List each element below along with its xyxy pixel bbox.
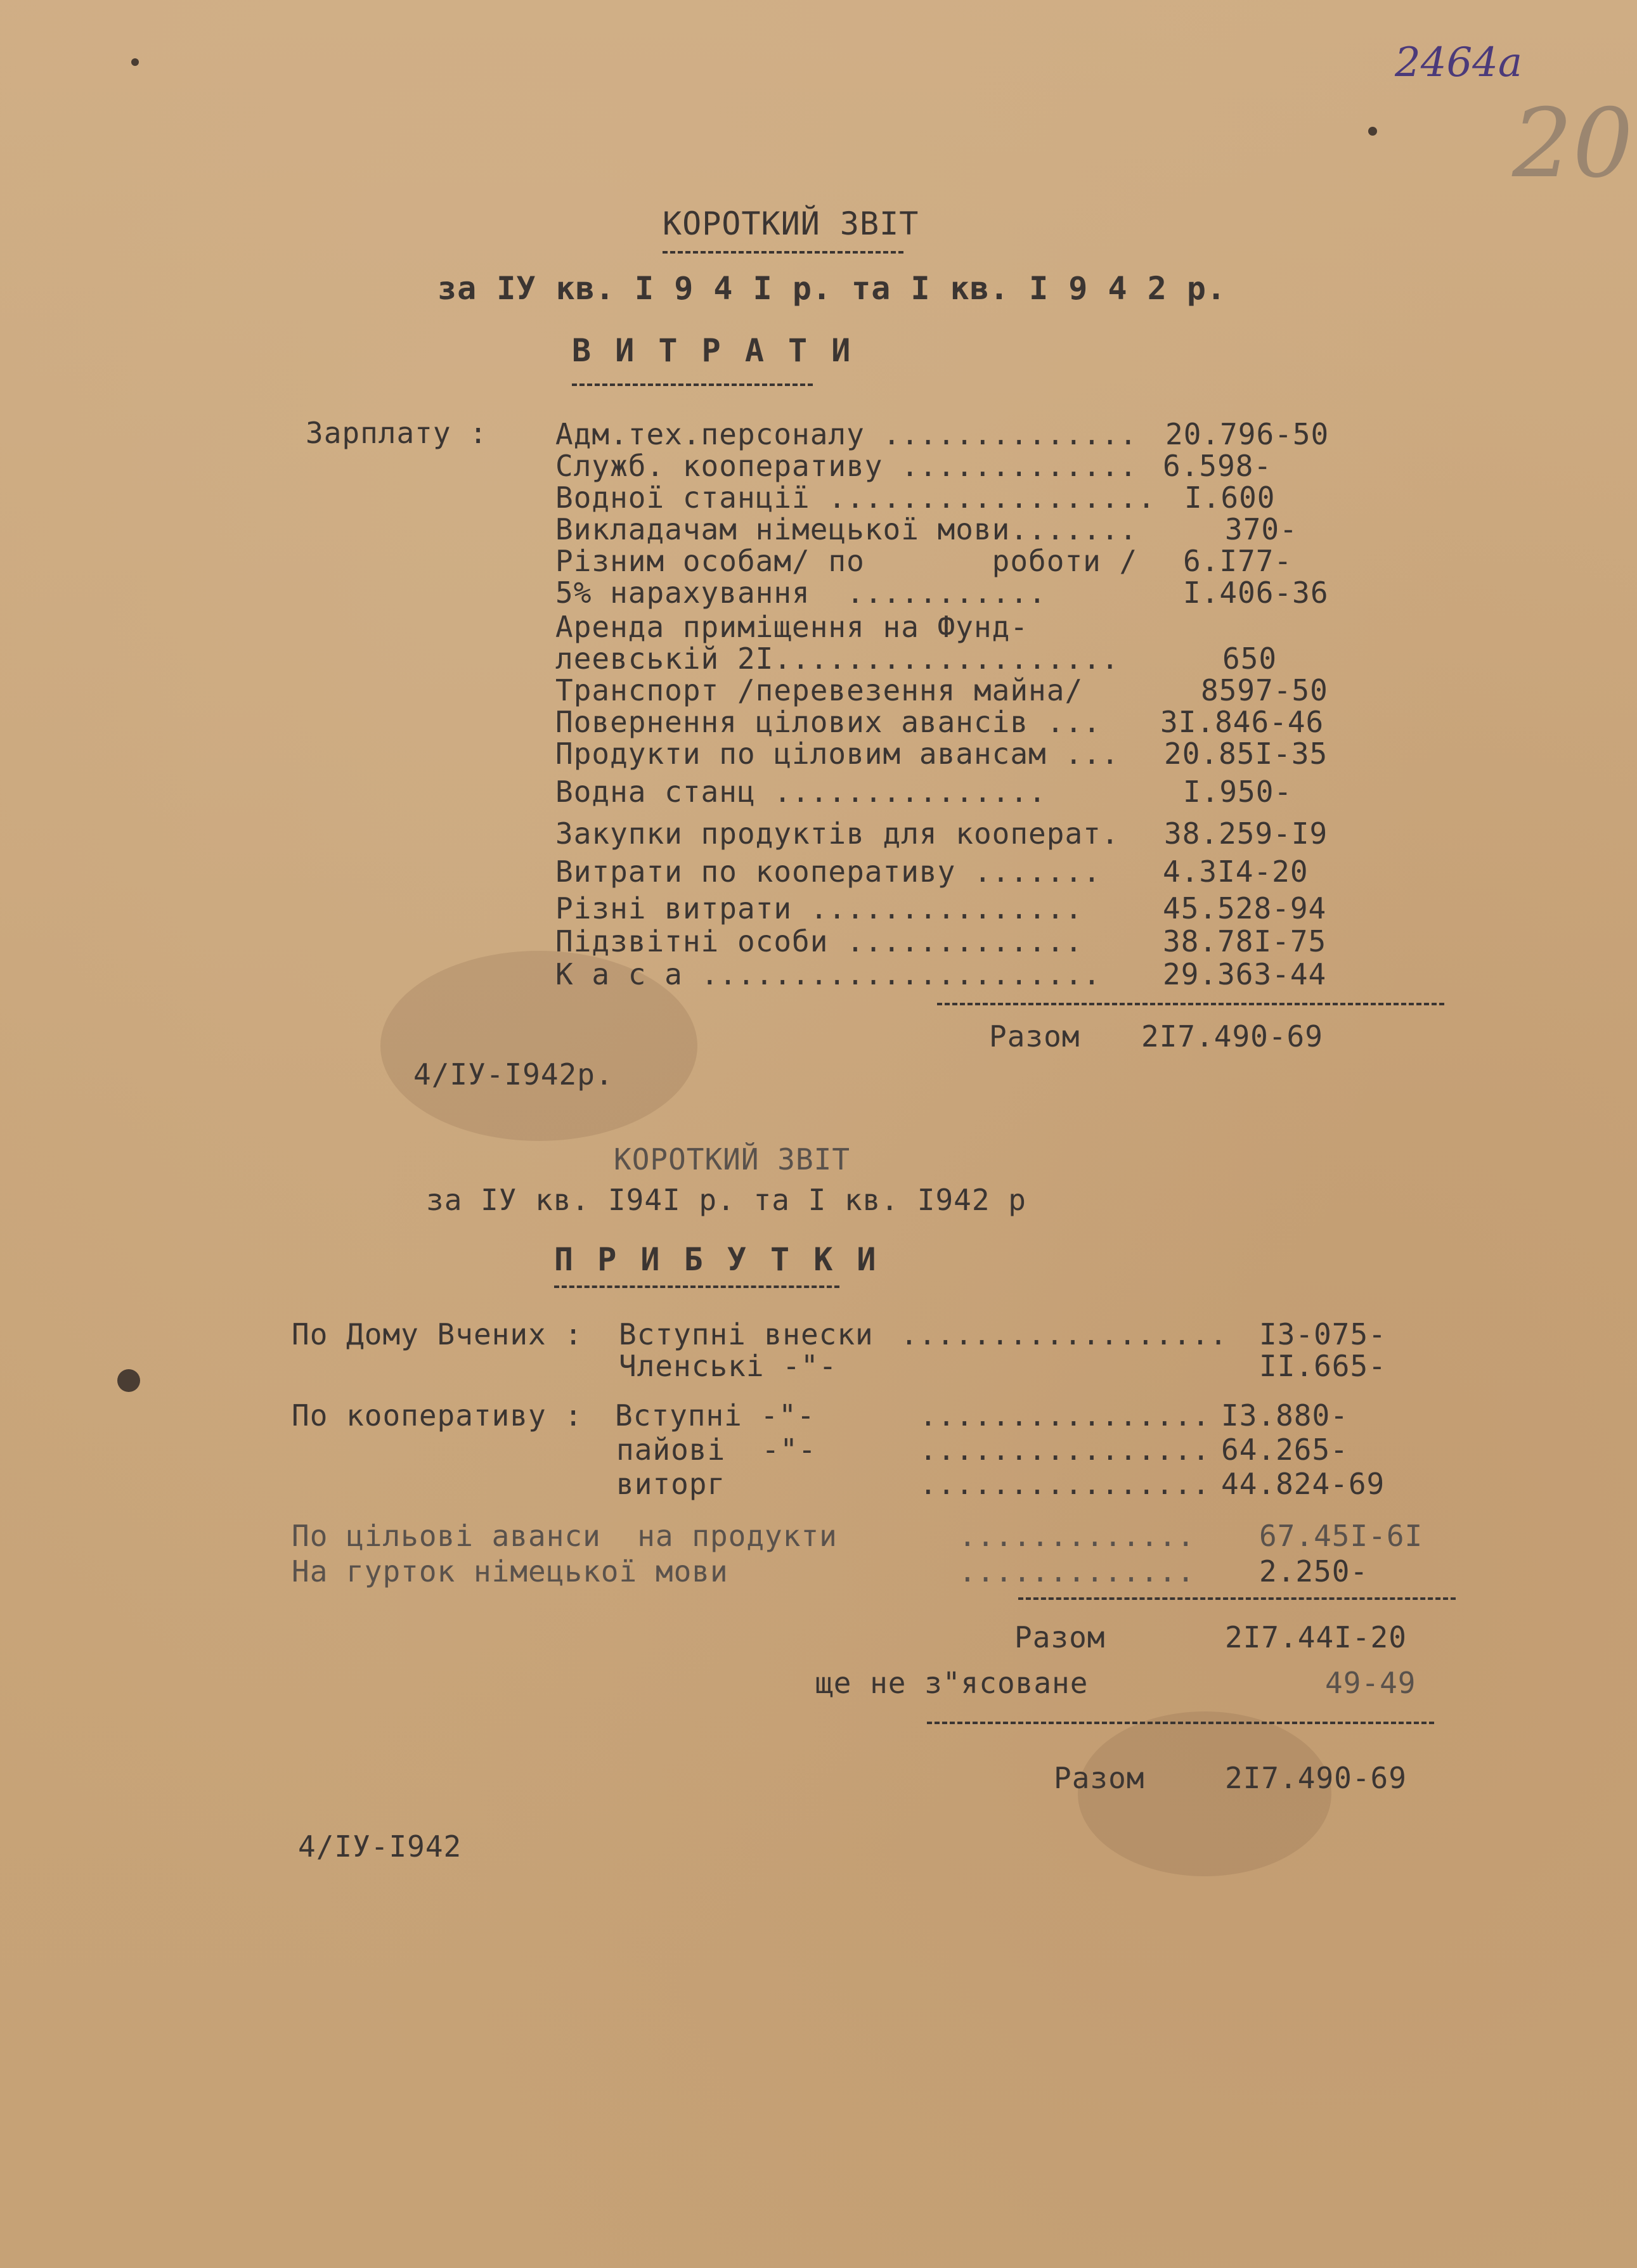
report2-total-amount: 2І7.490-69 [1225,1761,1407,1795]
archive-ink-number: 2464а [1395,39,1523,86]
expense-row-amount: 38.78І-75 [1163,924,1327,958]
expense-row-label: Водна станц ............... [555,775,1047,809]
report2-section-underline [554,1285,839,1288]
income-row-dots: ................ [919,1433,1211,1467]
report2-subtotal-separator [1018,1597,1456,1600]
income-row-dots: ................ [919,1398,1211,1433]
income-row-label: По цільові аванси на продукти [292,1519,838,1553]
income-row-amount: І3-075- [1259,1317,1387,1351]
report1-total-separator [937,1003,1444,1005]
report1-title: КОРОТКИЙ ЗВІТ [663,205,919,242]
salary-group-label: Зарплату : [306,416,488,450]
report2-subtotal-label: Разом [1014,1620,1106,1654]
expense-row-label: Транспорт /перевезення майна/ [555,673,1084,707]
income-row-label: Вступні внески [619,1317,874,1351]
expense-row-amount: 6.598- [1163,449,1272,483]
expense-row-label: Адм.тех.персоналу .............. [555,417,1138,451]
expense-row-amount: 6.І77- [1183,544,1293,578]
expense-row-label: Підзвітні особи ............. [555,924,1084,958]
expense-row-label: Різним особам/ по роботи / [555,544,1138,578]
expense-row-amount: 29.363-44 [1163,957,1327,991]
report1-period: за ІУ кв. І 9 4 І р. та І кв. І 9 4 2 р. [437,270,1227,307]
expense-row-amount: І.600 [1184,480,1276,515]
expense-row-label: Продукти по ціловим авансам ... [555,737,1120,771]
expense-row-label: Різні витрати ............... [555,891,1084,925]
archive-pencil-number: 20 [1512,89,1633,199]
report2-unclear-amount: 49-49 [1325,1666,1416,1700]
income-row-label: виторг [616,1467,726,1501]
expense-row-amount: 38.259-І9 [1164,816,1328,851]
expense-row-label: Повернення цілових авансів ... [555,705,1101,739]
income-row-dots: ................ [919,1467,1211,1501]
report2-unclear-label: ще не з"ясоване [815,1666,1089,1700]
report2-total-label: Разом [1054,1761,1145,1795]
report2-title: КОРОТКИЙ ЗВІТ [614,1142,851,1176]
report1-section-underline [572,383,813,386]
expense-row-amount: 20.796-50 [1165,417,1330,451]
expense-row-amount: 20.85І-35 [1164,737,1328,771]
income-row-amount: І3.880- [1221,1398,1349,1433]
report1-date: 4/ІУ-І942р. [413,1057,614,1092]
report2-section-heading: П Р И Б У Т К И [554,1241,879,1278]
expense-row-amount: І.406-36 [1183,576,1329,610]
expense-row-label: Служб. кооперативу ............. [555,449,1138,483]
expense-row-amount: 8597-50 [1201,673,1328,707]
report1-section-heading: В И Т Р А Т И [572,332,853,369]
income-row-amount: 64.265- [1221,1433,1349,1467]
income-row-amount: 2.250- [1259,1554,1369,1588]
income-group-label-cooperative: По кооперативу : [292,1398,583,1433]
expense-row-amount: І.950- [1183,775,1293,809]
income-row-dots: .................. [900,1317,1228,1351]
punch-hole [1368,127,1377,136]
expense-row-amount: 3І.846-46 [1160,705,1324,739]
expense-row-label: Закупки продуктів для кооперат. [555,816,1120,851]
income-row-amount: 67.45І-6І [1259,1519,1423,1553]
expense-row-label: Аренда приміщення на Фунд- [555,610,1029,644]
expense-row-amount: 650 [1222,641,1278,676]
income-row-label: пайові -"- [616,1433,817,1467]
report2-subtotal-amount: 2І7.44І-20 [1225,1620,1407,1654]
expense-row-label: леевській 2І................... [555,641,1120,676]
expense-row-label: Викладачам німецької мови....... [555,512,1138,546]
income-row-dots: ............. [959,1554,1196,1588]
expense-row-label: Витрати по кооперативу ....... [555,854,1101,889]
expense-row-amount: 370- [1225,512,1298,546]
expense-row-label: К а с а ...................... [555,957,1101,991]
expense-row-label: Водної станції .................. [555,480,1156,515]
report1-total-label: Разом [989,1019,1080,1053]
expense-row-amount: 4.3І4-20 [1163,854,1309,889]
income-row-label: Членські -"- [619,1349,838,1383]
report1-total-amount: 2І7.490-69 [1141,1019,1323,1053]
punch-hole [117,1369,140,1392]
report1-title-underline [663,251,903,254]
income-row-amount: 44.824-69 [1221,1467,1385,1501]
report2-period: за ІУ кв. І94І р. та І кв. І942 р [426,1183,1026,1217]
punch-hole [131,58,139,66]
expense-row-label: 5% нарахування ........... [555,576,1047,610]
income-row-label: На гурток німецької мови [292,1554,728,1588]
report2-total-separator [927,1722,1434,1724]
income-row-dots: ............. [959,1519,1196,1553]
report2-date: 4/ІУ-І942 [298,1829,462,1864]
income-row-label: Вступні -"- [615,1398,815,1433]
income-group-label-house-of-scientists: По Дому Вчених : [292,1317,583,1351]
expense-row-amount: 45.528-94 [1163,891,1327,925]
income-row-amount: ІІ.665- [1259,1349,1387,1383]
